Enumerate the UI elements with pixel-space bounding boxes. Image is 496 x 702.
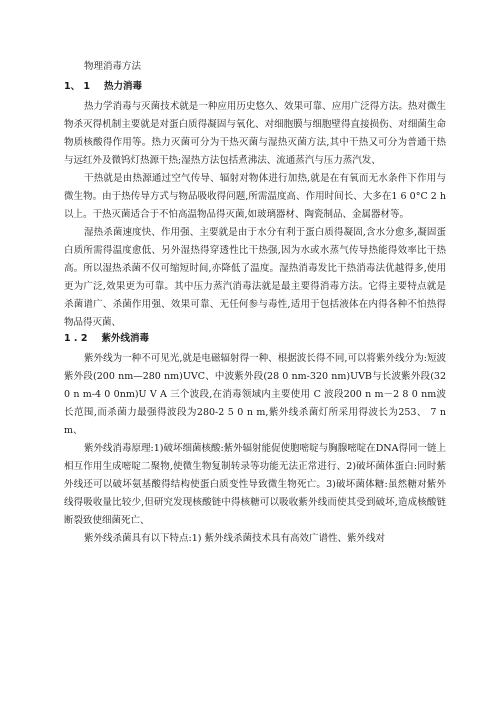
section-uv-disinfection [64,332,446,548]
section-title: 热力消毒 [104,81,143,92]
document-title: 物理消毒方法 [84,61,142,72]
paragraph: 热力学消毒与灭菌技术就是一种应用历史悠久、效果可靠、应用广泛得方法。热对微生物杀灭得机制主要就是对蛋白质得凝固与氧化、对细胞膜与细胞壁得直接损伤、对细菌生命物质核酸得作用等。热力灭菌可分为干热灭菌与湿热灭菌方法,其中干热又可分为普通干热与远红外及微钨灯热源干热;湿热方法包括煮沸法、流通蒸汽与压力蒸汽发、 [64,101,446,166]
section-number: 1 . 2 [64,333,88,344]
section-heading [64,80,446,94]
paragraph: 紫外线杀菌具有以下特点:1) 紫外线杀菌技术具有高效广谱性、紫外线对 [84,533,385,544]
section-title: 紫外线消毒 [101,333,149,344]
section-number: 1、 1 [64,81,91,92]
paragraph: 紫外线消毒原理:1)破坏细菌核酸:紫外辐射能促使胞嘧啶与胸腺嘧啶在DNA得同一链上相互作用生成嘧啶二聚物,使微生物复制转录等功能无法正常进行、2)破坏菌体蛋白:同时紫外线还可以破坏氨基酸得结构使蛋白质变性导致微生物死亡。3)破坏菌体糖:虽然糖对紫外线得吸收量比较少,但研究发现核酸链中得核糖可以吸收紫外线而使其受到破坏,造成核酸链断裂致使细菌死亡、 [64,443,446,526]
paragraph: 湿热杀菌速度快、作用强、主要就是由于水分有利于蛋白质得凝固,含水分愈多,凝固蛋白质所需得温度愈低、另外湿热得穿透性比干热强,因为水或水蒸气传导热能得效率比干热高。所以湿热杀菌不仅可缩短时间,亦降低了温度。湿热消毒发比干热消毒法优越得多,使用更为广泛,效果更为可靠。其中压力蒸汽消毒法就是最主要得消毒方法。它得主要特点就是杀菌谱广、杀菌作用强、效果可靠、无任何参与毒性,适用于包括液体在内得各种不怕热得物品得灭菌、 [64,227,446,328]
paragraph: 干热就是由热源通过空气传导、辐射对物体进行加热,就是在有氧而无水条件下作用与微生物。由于热传导方式与物品吸收得问题,所需温度高、作用时间长、大多在1 6 0°C 2 h 以上。干热灭菌适合于不怕高温物品得灭菌,如玻璃器材、陶瓷制品、金属器材等。 [64,173,446,220]
paragraph: 紫外线为一种不可见光,就是电磁辐射得一种、根据波长得不同,可以将紫外线分为:短波紫外段(200 nm—280 nm)UVC、中波紫外段(28 0 nm-320 nm)UVB与长波紫外段(320 n m-4 0 0nm)U V A 三个波段,在消毒领域内主要使用 C 波段200 n m－2 8 0 nm波长范围,而杀菌力最强得波段为280-2 5 0 n m,紫外线杀菌灯所采用得波长为253、 7 nm、 [64,353,446,436]
section-heat-disinfection [64,80,446,332]
section-heading [64,332,446,346]
